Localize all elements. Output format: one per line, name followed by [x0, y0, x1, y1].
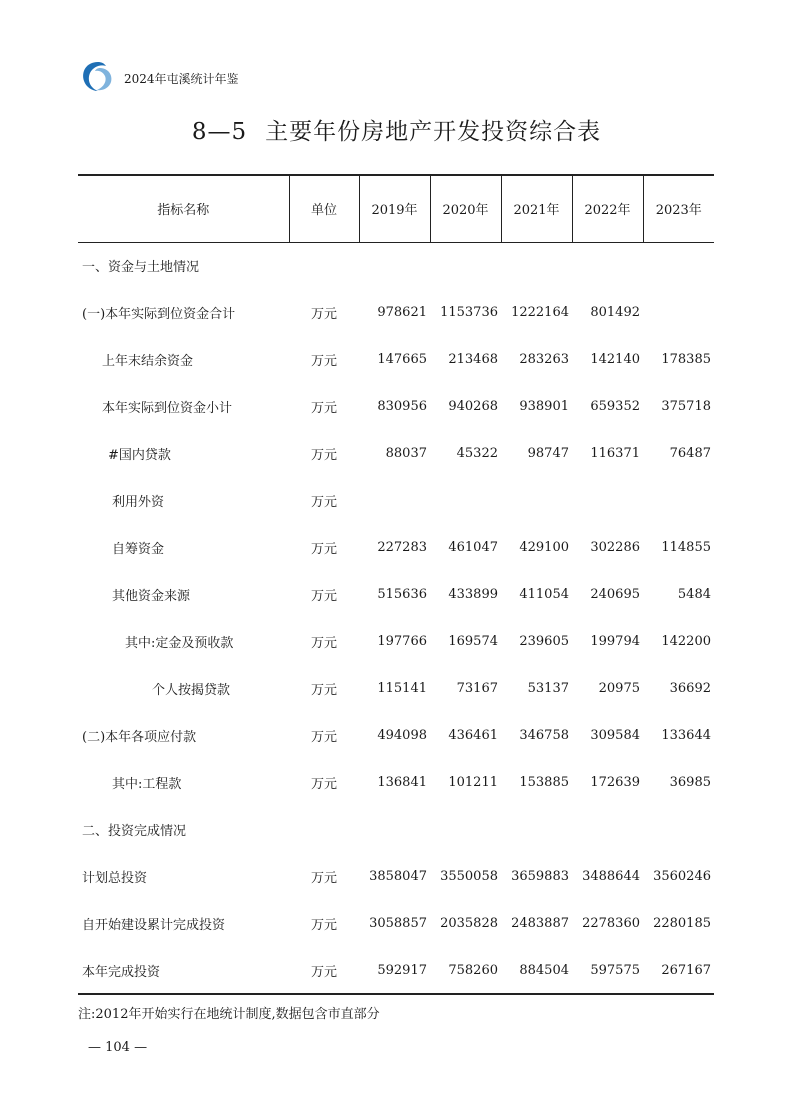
- value-cell: 115141: [377, 681, 427, 696]
- indicator-name: (二)本年各项应付款: [82, 730, 197, 745]
- table-row: [78, 665, 714, 712]
- value-cell: 147665: [377, 352, 427, 367]
- value-cell: 101211: [448, 775, 498, 790]
- value-cell: [643, 242, 714, 289]
- value-cell: 830956: [377, 399, 427, 414]
- value-cell: 801492: [590, 305, 640, 320]
- value-cell: [430, 242, 501, 289]
- indicator-name: 计划总投资: [82, 871, 148, 886]
- value-cell: 88037: [385, 446, 427, 461]
- unit-cell: 万元: [310, 964, 337, 980]
- value-cell: 1153736: [440, 305, 498, 320]
- value-cell: 213468: [448, 352, 498, 367]
- value-cell: [501, 242, 572, 289]
- table-row: [78, 477, 714, 524]
- value-cell: [359, 477, 430, 524]
- value-cell: 2483887: [511, 916, 569, 931]
- table-row: [78, 571, 714, 618]
- indicator-name: 本年实际到位资金小计: [102, 401, 233, 416]
- value-cell: 36985: [669, 775, 711, 790]
- unit-cell: 万元: [310, 307, 337, 322]
- value-cell: 20975: [598, 681, 640, 696]
- value-cell: 45322: [456, 446, 498, 461]
- value-cell: 239605: [519, 634, 569, 649]
- unit-cell: 万元: [310, 683, 337, 698]
- value-cell: 169574: [448, 634, 498, 649]
- value-cell: [359, 242, 430, 289]
- table-body: [78, 242, 714, 994]
- unit-cell: [289, 242, 359, 289]
- value-cell: 98747: [527, 446, 569, 461]
- value-cell: 178385: [661, 352, 711, 367]
- value-cell: 884504: [519, 962, 569, 978]
- value-cell: 436461: [448, 728, 498, 743]
- value-cell: 3560246: [653, 869, 711, 884]
- table-row: [78, 947, 714, 994]
- value-cell: 429100: [519, 540, 569, 555]
- value-cell: [643, 806, 714, 853]
- table-number: 8—5: [191, 119, 248, 145]
- value-cell: 2035828: [440, 916, 498, 931]
- value-cell: 114855: [661, 540, 711, 555]
- unit-cell: 万元: [310, 918, 337, 933]
- unit-cell: 万元: [310, 354, 337, 369]
- table-row: [78, 289, 714, 336]
- value-cell: 283263: [519, 352, 569, 367]
- value-cell: 1222164: [511, 305, 569, 320]
- column-header: 2020年: [430, 175, 501, 242]
- table-row: [78, 242, 714, 289]
- table-row: [78, 383, 714, 430]
- unit-cell: 万元: [310, 777, 337, 792]
- value-cell: 494098: [377, 728, 427, 743]
- table-row: [78, 806, 714, 853]
- value-cell: 346758: [519, 728, 569, 743]
- value-cell: 433899: [448, 587, 498, 602]
- value-cell: 172639: [590, 775, 640, 790]
- unit-cell: 万元: [310, 495, 337, 510]
- table-row: [78, 900, 714, 947]
- indicator-name: 其他资金来源: [112, 589, 191, 604]
- value-cell: 3659883: [511, 869, 569, 884]
- value-cell: 3488644: [582, 869, 640, 884]
- table-row: [78, 336, 714, 383]
- value-cell: 515636: [377, 587, 427, 602]
- value-cell: 938901: [519, 399, 569, 414]
- indicator-name: #国内贷款: [108, 448, 171, 463]
- indicator-name: 其中:定金及预收款: [125, 636, 234, 651]
- table-header-row: [78, 175, 714, 242]
- value-cell: 302286: [590, 540, 640, 555]
- unit-cell: 万元: [310, 636, 337, 651]
- value-cell: [572, 242, 643, 289]
- page-header: [78, 58, 239, 94]
- indicator-name: 上年末结余资金: [102, 354, 194, 369]
- indicator-name: 其中:工程款: [112, 777, 182, 792]
- value-cell: 36692: [669, 681, 711, 696]
- value-cell: 142200: [661, 634, 711, 649]
- value-cell: 267167: [661, 962, 711, 978]
- table-title: [0, 113, 793, 146]
- value-cell: 199794: [590, 634, 640, 649]
- value-cell: 940268: [448, 399, 498, 414]
- yearbook-logo-icon: [78, 58, 118, 94]
- page-number: — 104 —: [88, 1040, 148, 1055]
- column-header: 2019年: [359, 175, 430, 242]
- value-cell: 309584: [590, 728, 640, 743]
- value-cell: 3858047: [369, 869, 427, 884]
- unit-cell: 万元: [310, 401, 337, 416]
- value-cell: 978621: [377, 305, 427, 320]
- indicator-name: 本年完成投资: [82, 964, 161, 980]
- value-cell: 240695: [590, 587, 640, 602]
- unit-cell: 万元: [310, 542, 337, 557]
- value-cell: [572, 477, 643, 524]
- value-cell: 659352: [590, 399, 640, 414]
- value-cell: [430, 806, 501, 853]
- indicator-name: 个人按揭贷款: [152, 683, 231, 698]
- footnote: 注:2012年开始实行在地统计制度,数据包含市直部分: [78, 1007, 380, 1022]
- indicator-name: (一)本年实际到位资金合计: [82, 307, 236, 322]
- table-row: [78, 759, 714, 806]
- column-header: 指标名称: [157, 203, 210, 219]
- value-cell: [643, 289, 714, 336]
- value-cell: 597575: [590, 962, 640, 978]
- unit-cell: 万元: [310, 448, 337, 463]
- column-header: 2022年: [572, 175, 643, 242]
- value-cell: [501, 806, 572, 853]
- column-header: 2021年: [501, 175, 572, 242]
- value-cell: 116371: [590, 446, 640, 461]
- value-cell: [572, 806, 643, 853]
- yearbook-title: 2024年屯溪统计年鉴: [124, 71, 239, 86]
- indicator-name: 利用外资: [112, 495, 165, 510]
- value-cell: 758260: [448, 962, 498, 978]
- table-row: [78, 853, 714, 900]
- value-cell: 133644: [661, 728, 711, 743]
- column-header: 单位: [289, 175, 359, 242]
- value-cell: 153885: [519, 775, 569, 790]
- value-cell: 3058857: [369, 916, 427, 931]
- table-title-text: 主要年份房地产开发投资综合表: [265, 119, 602, 145]
- value-cell: [430, 477, 501, 524]
- value-cell: 375718: [661, 399, 711, 414]
- table-row: [78, 618, 714, 665]
- value-cell: 136841: [377, 775, 427, 790]
- unit-cell: 万元: [310, 871, 337, 886]
- table-row: [78, 430, 714, 477]
- unit-cell: 万元: [310, 730, 337, 745]
- value-cell: 197766: [377, 634, 427, 649]
- value-cell: 73167: [456, 681, 498, 696]
- value-cell: 5484: [677, 587, 711, 602]
- value-cell: 411054: [519, 587, 569, 602]
- value-cell: 2280185: [653, 916, 711, 931]
- table-row: [78, 524, 714, 571]
- value-cell: 76487: [669, 446, 711, 461]
- value-cell: 3550058: [440, 869, 498, 884]
- value-cell: 227283: [377, 540, 427, 555]
- table-row: [78, 712, 714, 759]
- value-cell: 2278360: [582, 916, 640, 931]
- value-cell: 142140: [590, 352, 640, 367]
- unit-cell: [289, 806, 359, 853]
- value-cell: 53137: [527, 681, 569, 696]
- unit-cell: 万元: [310, 589, 337, 604]
- value-cell: [501, 477, 572, 524]
- value-cell: 592917: [377, 962, 427, 978]
- column-header: 2023年: [643, 175, 714, 242]
- indicator-name: 自筹资金: [112, 542, 165, 557]
- indicator-name: 一、资金与土地情况: [82, 260, 200, 276]
- investment-table: [78, 174, 714, 995]
- indicator-name: 二、投资完成情况: [82, 824, 187, 839]
- indicator-name: 自开始建设累计完成投资: [82, 918, 226, 933]
- value-cell: 461047: [448, 540, 498, 555]
- value-cell: [359, 806, 430, 853]
- value-cell: [643, 477, 714, 524]
